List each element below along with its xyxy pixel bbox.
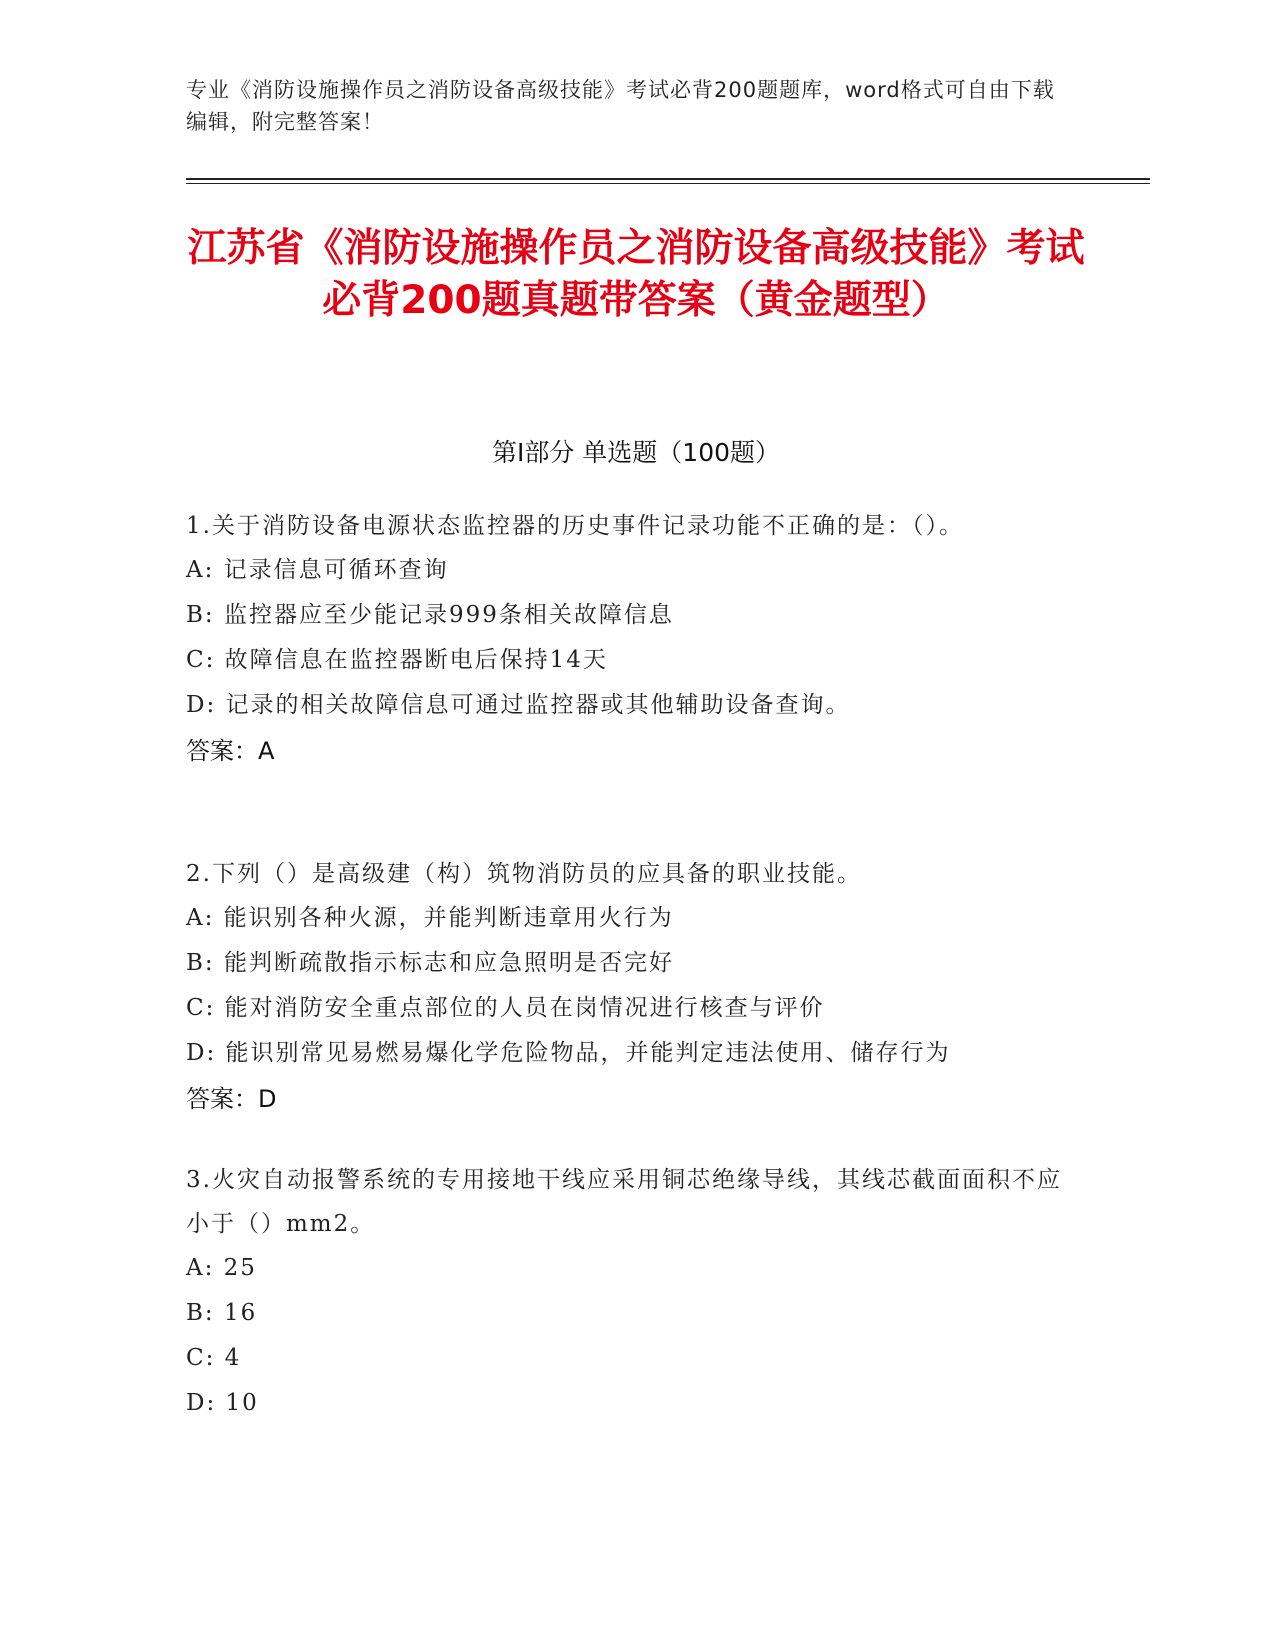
question-stem: 2.下列（）是高级建（构）筑物消防员的应具备的职业技能。 bbox=[186, 861, 862, 887]
section-title: 第I部分 单选题（100题） bbox=[491, 438, 781, 467]
question-stem: 3.火灾自动报警系统的专用接地干线应采用铜芯绝缘导线，其线芯截面面积不应小于（）mm2。 bbox=[186, 1167, 1062, 1237]
question-stem: 1.关于消防设备电源状态监控器的历史事件记录功能不正确的是：（）。 bbox=[186, 513, 964, 539]
option-d: D: 记录的相关故障信息可通过监控器或其他辅助设备查询。 bbox=[186, 692, 851, 718]
option-d: D: 10 bbox=[186, 1390, 259, 1416]
question-2 bbox=[186, 852, 1066, 1122]
header-rule-thick bbox=[186, 178, 1150, 180]
question-1 bbox=[186, 504, 1066, 774]
question-3 bbox=[186, 1158, 1066, 1426]
option-b: B: 16 bbox=[186, 1300, 258, 1326]
document-title: 江苏省《消防设施操作员之消防设备高级技能》考试必背200题真题带答案（黄金题型） bbox=[187, 226, 1085, 323]
option-c: C: 故障信息在监控器断电后保持14天 bbox=[186, 647, 608, 673]
option-c: C: 能对消防安全重点部位的人员在岗情况进行核查与评价 bbox=[186, 995, 825, 1021]
header-rule-thin bbox=[186, 183, 1150, 184]
option-a: A: 能识别各种火源，并能判断违章用火行为 bbox=[186, 905, 674, 931]
answer-label: 答案：A bbox=[186, 737, 275, 765]
option-b: B: 能判断疏散指示标志和应急照明是否完好 bbox=[186, 950, 674, 976]
option-c: C: 4 bbox=[186, 1345, 242, 1371]
option-a: A: 记录信息可循环查询 bbox=[186, 557, 449, 583]
header-note: 专业《消防设施操作员之消防设备高级技能》考试必背200题题库，word格式可自由下载编辑，附完整答案！ bbox=[186, 78, 1055, 134]
option-a: A: 25 bbox=[186, 1255, 257, 1281]
option-b: B: 监控器应至少能记录999条相关故障信息 bbox=[186, 602, 674, 628]
answer-label: 答案：D bbox=[186, 1085, 277, 1113]
option-d: D: 能识别常见易燃易爆化学危险物品，并能判定违法使用、储存行为 bbox=[186, 1040, 951, 1066]
